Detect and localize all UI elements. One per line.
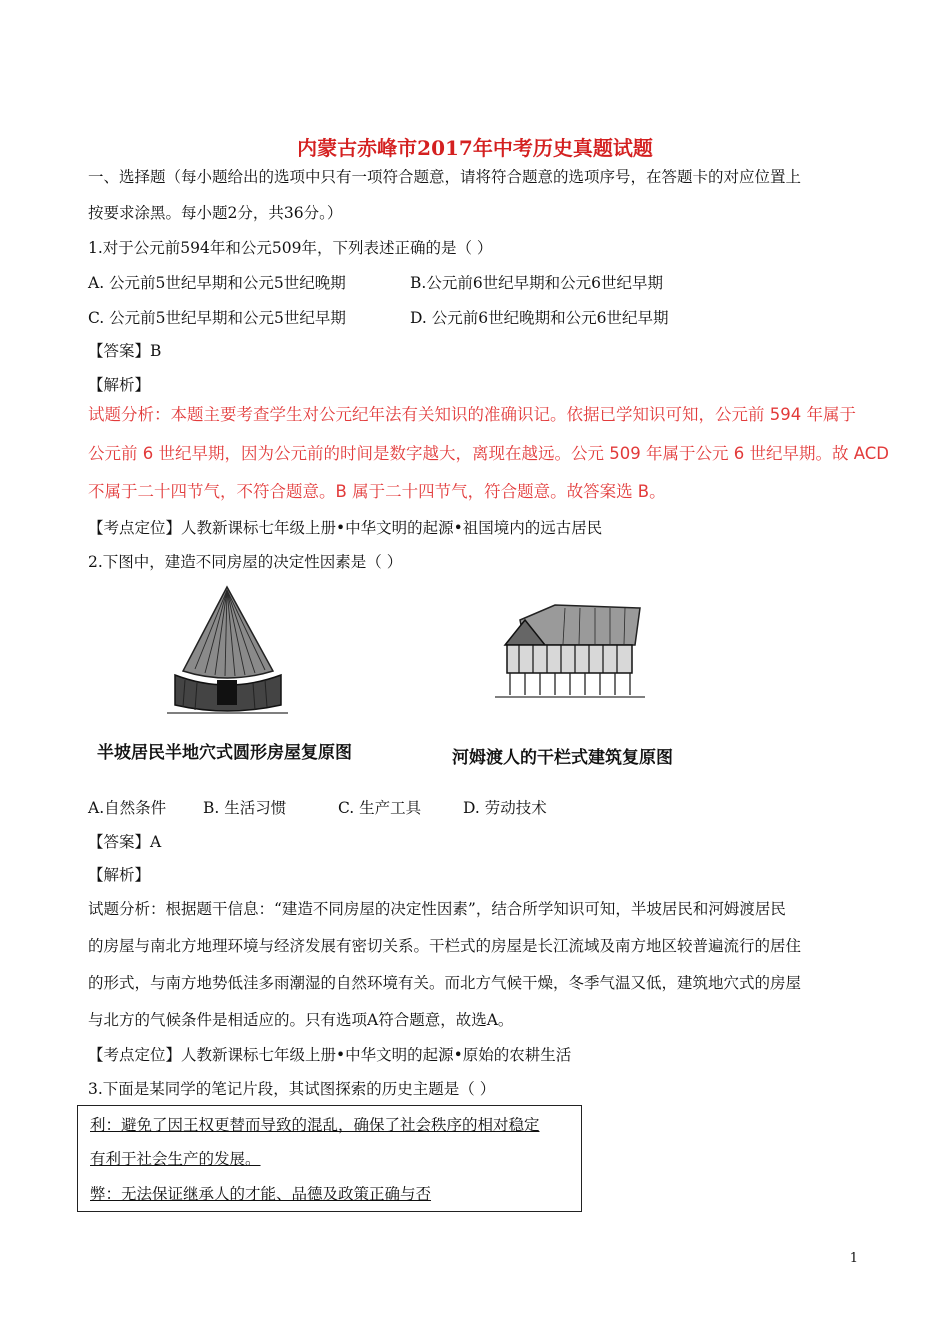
q1-analysis-label: 【解析】 [88, 376, 151, 394]
q1-option-a: A. 公元前5世纪早期和公元5世纪晚期 [88, 274, 346, 292]
page-number: 1 [849, 1251, 858, 1266]
q3-note-box [77, 1105, 582, 1212]
q2-answer: 【答案】A [88, 833, 162, 851]
q2-analysis-label: 【解析】 [88, 866, 151, 884]
q1-option-c: C. 公元前5世纪早期和公元5世纪早期 [88, 309, 346, 327]
q1-answer: 【答案】B [88, 342, 162, 360]
note-line: 有利于社会生产的发展。 [90, 1150, 261, 1168]
q1-option-b: B.公元前6世纪早期和公元6世纪早期 [410, 274, 664, 292]
q2-option-d: D. 劳动技术 [463, 799, 547, 817]
section-intro-line1: 一、选择题（每小题给出的选项中只有一项符合题意，请将符合题意的选项序号，在答题卡的对应位置上 [88, 168, 802, 186]
q2-option-c: C. 生产工具 [338, 799, 422, 817]
q2-analysis-line: 的房屋与南北方地理环境与经济发展有密切关系。干栏式的房屋是长江流域及南方地区较普遍流行的居住 [88, 937, 802, 955]
q2-knowledge-point: 【考点定位】人教新课标七年级上册•中华文明的起源•原始的农耕生活 [88, 1046, 572, 1064]
q1-analysis-line: 公元前 6 世纪早期，因为公元前的时间是数字越大，离现在越远。公元 509 年属于公元 6 世纪早期。故 ACD [88, 444, 889, 463]
q2-option-b: B. 生活习惯 [203, 799, 287, 817]
q1-analysis-line: 试题分析：本题主要考查学生对公元纪年法有关知识的准确识记。依据已学知识可知，公元前 594 年属于 [88, 405, 856, 424]
q1-option-d: D. 公元前6世纪晚期和公元6世纪早期 [410, 309, 669, 327]
q1-stem: 1.对于公元前594年和公元509年，下列表述正确的是（ ） [88, 239, 493, 257]
q2-analysis-line: 与北方的气候条件是相适应的。只有选项A符合题意，故选A。 [88, 1011, 514, 1029]
q3-stem: 3.下面是某同学的笔记片段，其试图探索的历史主题是（ ） [88, 1080, 496, 1098]
stilt-house-illustration [495, 600, 645, 705]
round-hut-illustration [165, 585, 290, 720]
q2-stem: 2.下图中，建造不同房屋的决定性因素是（ ） [88, 553, 403, 571]
note-line: 弊：无法保证继承人的才能、品德及政策正确与否 [90, 1185, 432, 1203]
q1-analysis-line: 不属于二十四节气，不符合题意。B 属于二十四节气，符合题意。故答案选 B。 [88, 482, 666, 501]
figure-caption-right: 河姆渡人的干栏式建筑复原图 [452, 748, 673, 768]
section-intro-line2: 按要求涂黑。每小题2分，共36分。） [88, 204, 343, 222]
note-line: 利：避免了因王权更替而导致的混乱，确保了社会秩序的相对稳定 [90, 1116, 540, 1134]
q2-analysis-line: 试题分析：根据题干信息：“建造不同房屋的决定性因素”，结合所学知识可知，半坡居民和河姆渡居民 [88, 900, 786, 918]
page-title: 内蒙古赤峰市2017年中考历史真题试题 [297, 136, 653, 160]
q1-knowledge-point: 【考点定位】人教新课标七年级上册•中华文明的起源•祖国境内的远古居民 [88, 519, 603, 537]
q2-option-a: A.自然条件 [88, 799, 167, 817]
figure-caption-left: 半坡居民半地穴式圆形房屋复原图 [97, 743, 352, 763]
q2-analysis-line: 的形式，与南方地势低洼多雨潮湿的自然环境有关。而北方气候干燥，冬季气温又低，建筑地穴式的房屋 [88, 974, 802, 992]
